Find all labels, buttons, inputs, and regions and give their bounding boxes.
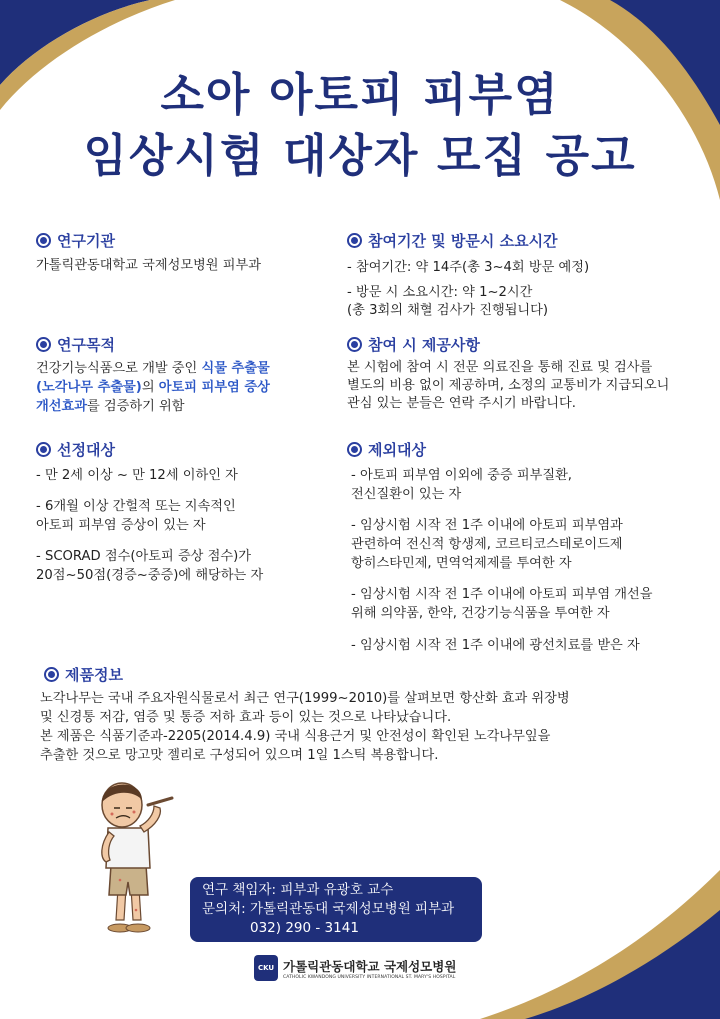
purpose-line3: 개선효과를 검증하기 위함 [36, 399, 185, 414]
hospital-name-en: CATHOLIC KWANDONG UNIVERSITY INTERNATIONAL ST. MARY'S HOSPITAL [283, 974, 456, 980]
period-item: - 방문 시 소요시간: 약 1~2시간 [347, 285, 533, 300]
double-circle-icon [36, 337, 51, 352]
phone-number[interactable]: 032) 290 - 3141 [250, 920, 359, 936]
exclusion-item: - 아토피 피부염 이외에 중증 피부질환, [351, 468, 572, 483]
product-line: 및 신경통 저감, 염증 및 통증 저하 효과 등이 있는 것으로 나타났습니다. [40, 710, 452, 725]
exclusion-item: 항히스타민제, 면역억제제를 투여한 자 [351, 556, 572, 571]
benefits-line: 관심 있는 분들은 연락 주시기 바랍니다. [347, 396, 576, 411]
exclusion-item: - 임상시험 시작 전 1주 이내에 광선치료를 받은 자 [351, 638, 640, 653]
product-line: 추출한 것으로 망고맛 젤리로 구성되어 있으며 1일 1스틱 복용합니다. [40, 748, 439, 763]
period-item: (총 3회의 채혈 검사가 진행됩니다) [347, 303, 549, 318]
double-circle-icon [44, 667, 59, 682]
period-heading: 참여기간 및 방문시 소요시간 [347, 230, 558, 251]
period-item: - 참여기간: 약 14주(총 3~4회 방문 예정) [347, 260, 590, 275]
investigator-text: 연구 책임자: 피부과 유광호 교수 [202, 882, 394, 898]
eligibility-item: - SCORAD 점수(아토피 증상 점수)가 [36, 549, 251, 564]
product-line: 본 제품은 식품기준과-2205(2014.4.9) 국내 식용근거 및 안전성이 확인된 노각나무잎을 [40, 729, 551, 744]
scratching-child-illustration [76, 770, 176, 945]
contact-box [190, 877, 482, 942]
page-title-line1: 소아 아토피 피부염 [160, 68, 560, 121]
double-circle-icon [347, 442, 362, 457]
exclusion-item: - 임상시험 시작 전 1주 이내에 아토피 피부염 개선을 [351, 587, 653, 602]
institution-heading: 연구기관 [36, 230, 115, 251]
purpose-line1: 건강기능식품으로 개발 중인 식물 추출물 [36, 361, 270, 376]
product-line: 노각나무는 국내 주요자원식물로서 최근 연구(1999~2010)를 살펴보면 항산화 효과 위장병 [40, 691, 570, 706]
eligibility-heading: 선정대상 [36, 439, 115, 460]
inquiry-text: 문의처: 가톨릭관동대 국제성모병원 피부과 [202, 901, 455, 917]
purpose-heading: 연구목적 [36, 334, 115, 355]
hospital-name-kr: 가톨릭관동대학교 국제성모병원 [283, 958, 457, 974]
eligibility-item: - 만 2세 이상 ~ 만 12세 이하인 자 [36, 468, 238, 483]
institution-text: 가톨릭관동대학교 국제성모병원 피부과 [36, 258, 261, 273]
hospital-logo [254, 955, 456, 981]
double-circle-icon [36, 442, 51, 457]
benefits-line: 본 시험에 참여 시 전문 의료진을 통해 진료 및 검사를 [347, 360, 653, 375]
exclusion-item: - 임상시험 시작 전 1주 이내에 아토피 피부염과 [351, 518, 623, 533]
product-heading: 제품정보 [44, 664, 123, 685]
eligibility-item: - 6개월 이상 간헐적 또는 지속적인 [36, 499, 236, 514]
cku-seal-icon: CKU [254, 955, 278, 981]
page-title-line2: 임상시험 대상자 모집 공고 [83, 129, 637, 182]
double-circle-icon [347, 233, 362, 248]
exclusion-item: 관련하여 전신적 항생제, 코르티코스테로이드제 [351, 537, 623, 552]
benefits-line: 별도의 비용 없이 제공하며, 소정의 교통비가 지급되오니 [347, 378, 670, 393]
purpose-line2: (노각나무 추출물)의 아토피 피부염 증상 [36, 380, 270, 395]
exclusion-heading: 제외대상 [347, 439, 426, 460]
eligibility-item: 20점~50점(경증~중증)에 해당하는 자 [36, 568, 264, 583]
double-circle-icon [347, 337, 362, 352]
double-circle-icon [36, 233, 51, 248]
benefits-heading: 참여 시 제공사항 [347, 334, 480, 355]
eligibility-item: 아토피 피부염 증상이 있는 자 [36, 518, 206, 533]
exclusion-item: 위해 의약품, 한약, 건강기능식품을 투여한 자 [351, 606, 610, 621]
exclusion-item: 전신질환이 있는 자 [351, 487, 462, 502]
